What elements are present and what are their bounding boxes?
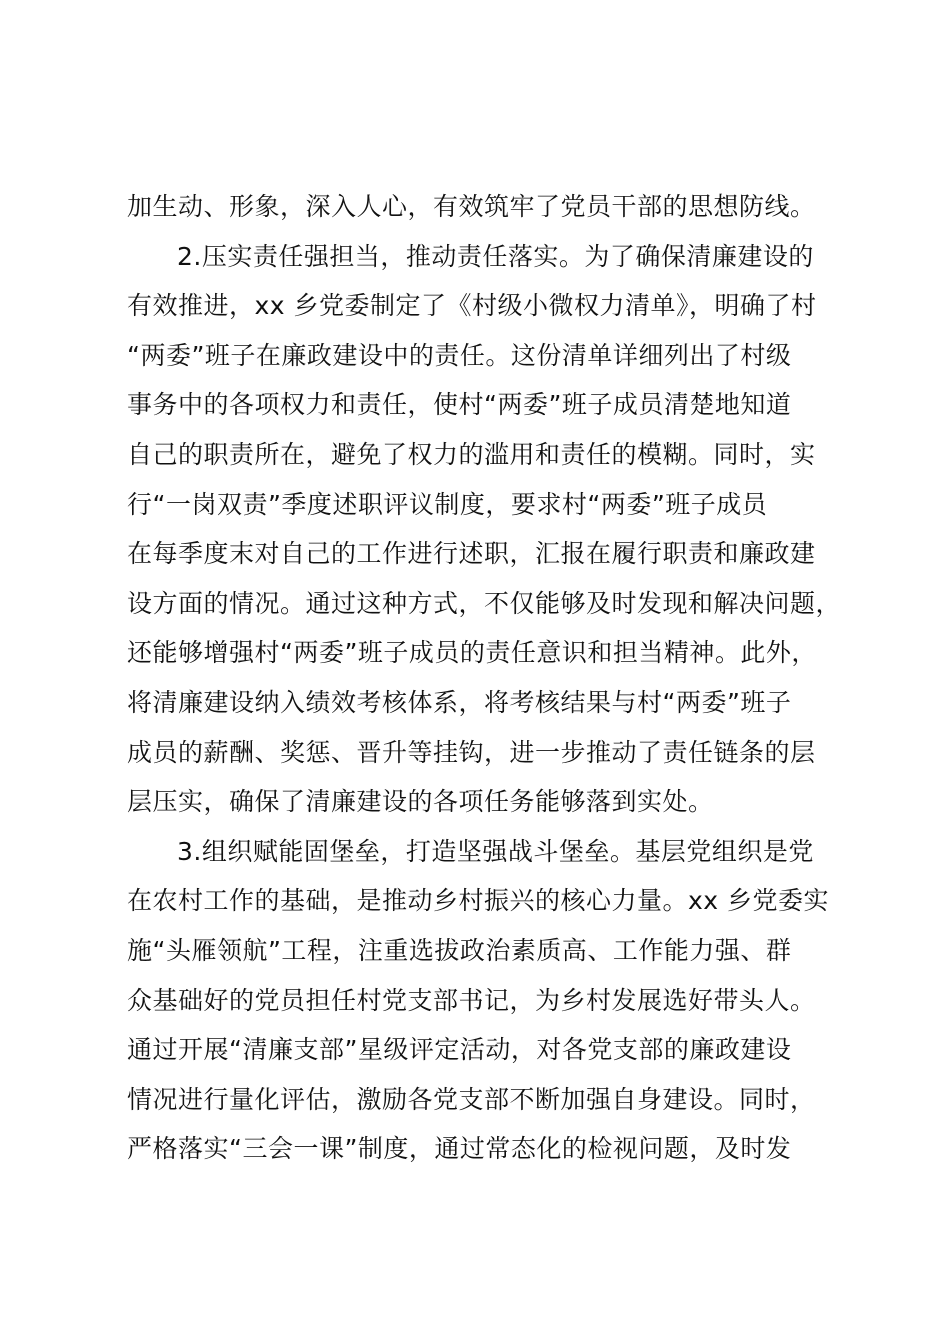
text-line: 还能够增强村“两委”班子成员的责任意识和担当精神。此外， — [127, 638, 817, 668]
text-line: 众基础好的党员担任村党支部书记，为乡村发展选好带头人。 — [127, 985, 816, 1015]
paragraph-2-heading-line: 2.压实责任强担当，推动责任落实。为了确保清廉建设的 — [177, 241, 814, 271]
text-line: 设方面的情况。通过这种方式，不仅能够及时发现和解决问题， — [127, 588, 842, 618]
text-line: 有效推进，xx 乡党委制定了《村级小微权力清单》，明确了村 — [127, 291, 817, 321]
text-line: 成员的薪酬、奖惩、晋升等挂钩，进一步推动了责任链条的层 — [127, 737, 816, 767]
body-text — [127, 182, 842, 1174]
text-line: 严格落实“三会一课”制度，通过常态化的检视问题，及时发 — [127, 1134, 792, 1164]
text-line: “两委”班子在廉政建设中的责任。这份清单详细列出了村级 — [127, 340, 792, 370]
text-line: 层压实，确保了清廉建设的各项任务能够落到实处。 — [127, 787, 714, 817]
text-line: 加生动、形象，深入人心，有效筑牢了党员干部的思想防线。 — [127, 192, 816, 221]
text-line: 施“头雁领航”工程，注重选拔政治素质高、工作能力强、群 — [127, 935, 792, 965]
paragraph-3-heading-line: 3.组织赋能固堡垒，打造坚强战斗堡垒。基层党组织是党 — [177, 836, 814, 866]
text-line: 自己的职责所在，避免了权力的滥用和责任的模糊。同时，实 — [127, 439, 816, 469]
text-line: 通过开展“清廉支部”星级评定活动，对各党支部的廉政建设 — [127, 1035, 792, 1065]
text-line: 行“一岗双责”季度述职评议制度，要求村“两委”班子成员 — [127, 489, 768, 519]
text-line: 将清廉建设纳入绩效考核体系，将考核结果与村“两委”班子 — [127, 687, 792, 717]
text-line: 在每季度末对自己的工作进行述职，汇报在履行职责和廉政建 — [127, 539, 816, 569]
text-line: 事务中的各项权力和责任，使村“两委”班子成员清楚地知道 — [127, 390, 792, 420]
text-line: 情况进行量化评估，激励各党支部不断加强自身建设。同时， — [127, 1084, 816, 1114]
text-line: 在农村工作的基础，是推动乡村振兴的核心力量。xx 乡党委实 — [127, 886, 830, 916]
